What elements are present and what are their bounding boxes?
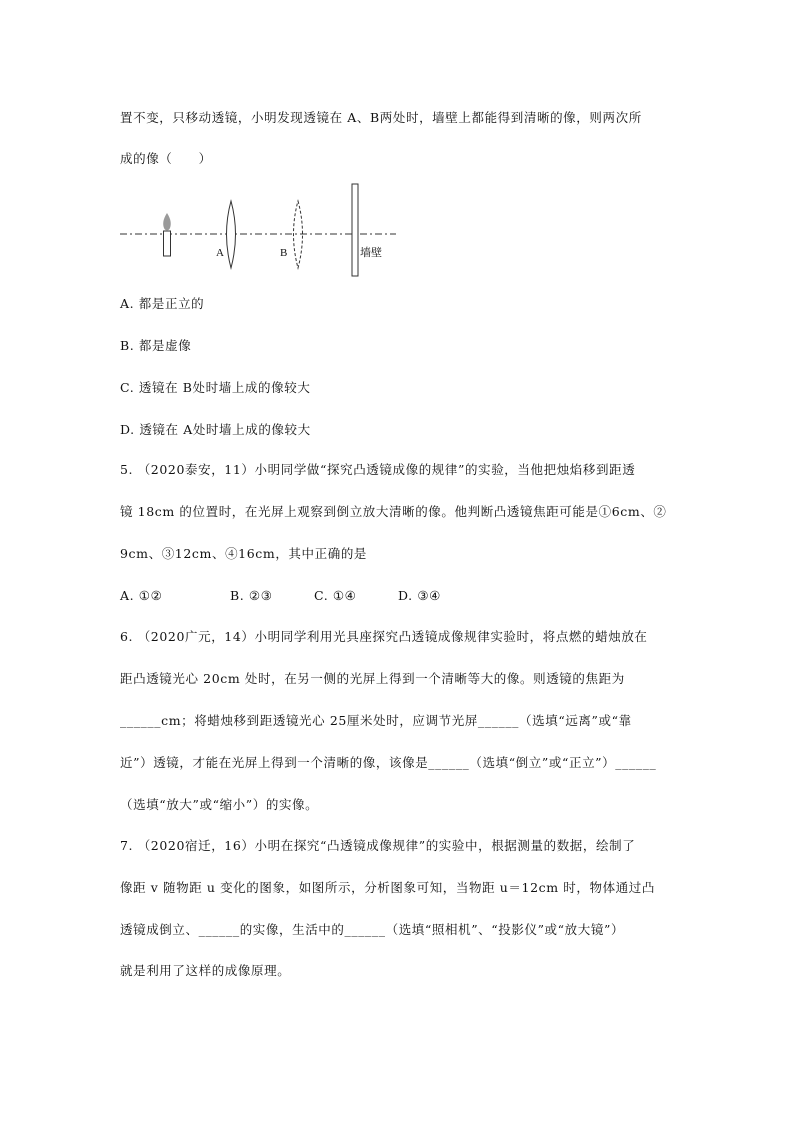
- question-4-option-c: C. 透镜在 B处时墙上成的像较大: [120, 380, 311, 395]
- question-5-option-c: C. ①④: [314, 588, 357, 603]
- wall-icon: [352, 184, 358, 276]
- question-6-text-line-4: 近”）透镜，才能在光屏上得到一个清晰的像，该像是______（选填“倒立”或“正立”）______: [120, 755, 657, 770]
- question-6-text-line-3: ______cm；将蜡烛移到距透镜光心 25厘米处时，应调节光屏______（选填“远离”或“靠: [120, 713, 632, 728]
- question-7-text-line-2: 像距 v 随物距 u 变化的图象，如图所示，分析图象可知，当物距 u＝12cm 时，物体通过凸: [120, 880, 655, 895]
- lens-diagram: [118, 182, 398, 282]
- question-4-text-line-1: 置不变，只移动透镜，小明发现透镜在 A、B两处时，墙壁上都能得到清晰的像，则两次所: [120, 110, 642, 125]
- question-5-text-line-3: 9cm、③12cm、④16cm，其中正确的是: [120, 546, 368, 561]
- question-6-text-line-1: 6. （2020广元，14）小明同学利用光具座探究凸透镜成像规律实验时，将点燃的蜡烛放在: [120, 629, 648, 644]
- question-5-option-b: B. ②③: [230, 588, 273, 603]
- question-5-option-a: A. ①②: [120, 588, 163, 603]
- question-7-text-line-4: 就是利用了这样的成像原理。: [120, 963, 291, 978]
- question-5-options: [120, 588, 441, 604]
- lens-a-icon: [227, 201, 236, 268]
- candle-icon: [163, 213, 171, 256]
- question-4-option-d: D. 透镜在 A处时墙上成的像较大: [120, 422, 311, 437]
- question-4-option-b: B. 都是虚像: [120, 338, 192, 353]
- wall-label: 墙壁: [360, 246, 382, 259]
- lens-b-label: B: [280, 247, 288, 259]
- question-5-option-d: D. ③④: [398, 588, 441, 603]
- question-4-option-a: A. 都是正立的: [120, 296, 205, 311]
- lens-a-label: A: [216, 247, 224, 259]
- question-6-text-line-2: 距凸透镜光心 20cm 处时，在另一侧的光屏上得到一个清晰等大的像。则透镜的焦距为: [120, 671, 625, 686]
- question-7-text-line-3: 透镜成倒立、______的实像，生活中的______（选填“照相机”、“投影仪”或“放大镜”）: [120, 922, 625, 937]
- question-4-text-line-2: 成的像（ ）: [120, 151, 212, 166]
- question-5-text-line-1: 5. （2020泰安，11）小明同学做“探究凸透镜成像的规律”的实验，当他把烛焰移到距透: [120, 462, 636, 477]
- question-7-text-line-1: 7. （2020宿迁，16）小明在探究“凸透镜成像规律”的实验中，根据测量的数据，绘制了: [120, 838, 636, 853]
- question-6-text-line-5: （选填“放大”或“缩小”）的实像。: [120, 797, 319, 812]
- question-5-text-line-2: 镜 18cm 的位置时，在光屏上观察到倒立放大清晰的像。他判断凸透镜焦距可能是①6cm、②: [120, 504, 667, 519]
